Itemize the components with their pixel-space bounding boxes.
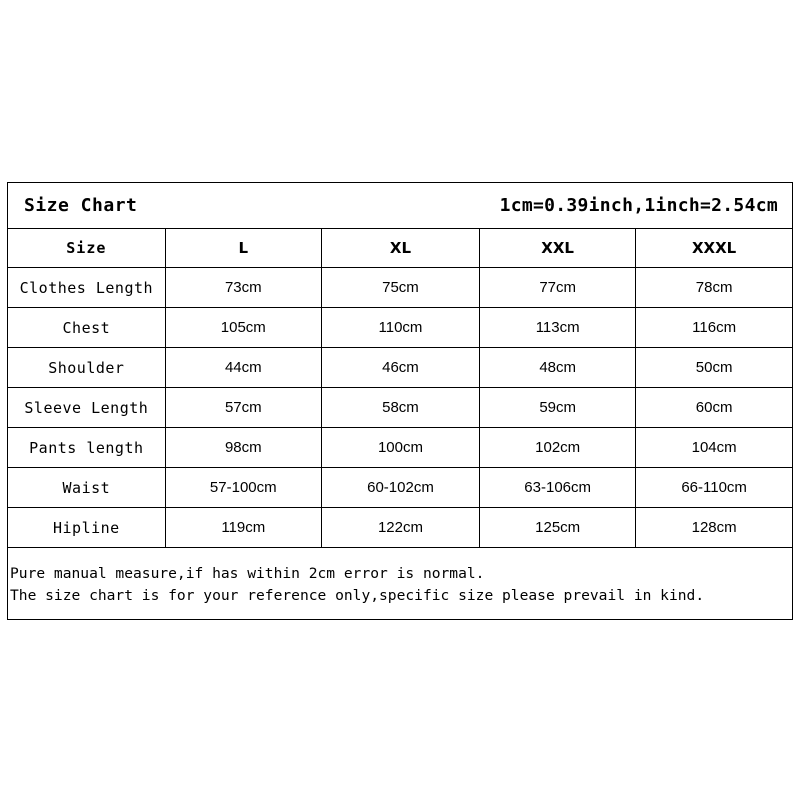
cell-value: 57cm [165,388,321,428]
cell-value: 58cm [321,388,479,428]
row-label: Clothes Length [8,268,165,308]
table-row [8,428,792,468]
table-row [8,348,792,388]
table-row [8,508,792,548]
cell-value: 128cm [636,508,792,548]
row-label: Pants length [8,428,165,468]
note-line: The size chart is for your reference only,specific size please prevail in kind. [10,587,705,604]
cell-value: 113cm [480,308,636,348]
table-row [8,268,792,308]
cell-value: 77cm [480,268,636,308]
notes [10,563,704,607]
cell-value: 104cm [636,428,792,468]
cell-value: 75cm [321,268,479,308]
header-xl: XL [321,228,479,268]
note-line: Pure manual measure,if has within 2cm error is normal. [10,565,485,582]
header-l: L [165,228,321,268]
cell-value: 98cm [165,428,321,468]
header-row [8,228,792,268]
cell-value: 46cm [321,348,479,388]
header-size: Size [8,228,165,268]
row-label: Sleeve Length [8,388,165,428]
cell-value: 60cm [636,388,792,428]
unit-conversion: 1cm=0.39inch,1inch=2.54cm [499,195,778,216]
size-chart [7,182,793,620]
row-label: Chest [8,308,165,348]
cell-value: 105cm [165,308,321,348]
row-label: Hipline [8,508,165,548]
cell-value: 44cm [165,348,321,388]
cell-value: 66-110cm [636,468,792,508]
cell-value: 57-100cm [165,468,321,508]
cell-value: 125cm [480,508,636,548]
cell-value: 110cm [321,308,479,348]
cell-value: 48cm [480,348,636,388]
chart-title: Size Chart [24,195,138,216]
cell-value: 116cm [636,308,792,348]
row-label: Waist [8,468,165,508]
cell-value: 60-102cm [321,468,479,508]
cell-value: 63-106cm [480,468,636,508]
cell-value: 122cm [321,508,479,548]
cell-value: 102cm [480,428,636,468]
cell-value: 78cm [636,268,792,308]
cell-value: 119cm [165,508,321,548]
header-xxxl: XXXL [636,228,792,268]
cell-value: 100cm [321,428,479,468]
cell-value: 59cm [480,388,636,428]
cell-value: 50cm [636,348,792,388]
row-label: Shoulder [8,348,165,388]
table-row [8,468,792,508]
table-row [8,388,792,428]
header-xxl: XXL [480,228,636,268]
title-row [8,183,792,229]
size-table [8,228,792,548]
cell-value: 73cm [165,268,321,308]
table-row [8,308,792,348]
